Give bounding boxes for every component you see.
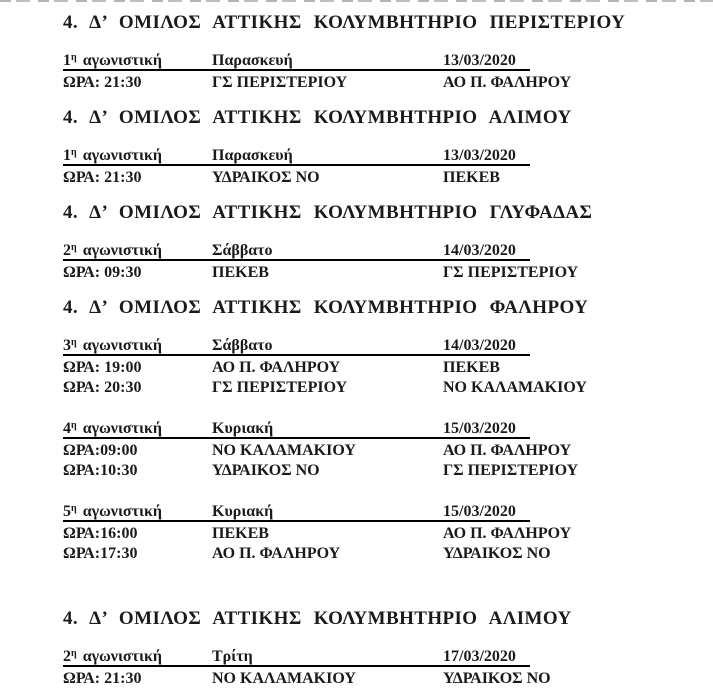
match-rows — [63, 524, 713, 564]
match-time: ΩΡΑ: 21:30 — [63, 670, 142, 687]
match-time: ΩΡΑ: 20:30 — [63, 379, 142, 396]
matchday-ordinal-superscript: η — [71, 648, 77, 659]
matchday-label: αγωνιστική — [82, 337, 162, 354]
away-team: ΠΕΚΕΒ — [443, 359, 500, 376]
away-team: ΥΔΡΑΙΚΟΣ ΝΟ — [443, 670, 551, 687]
day-of-week: Σάββατο — [212, 337, 273, 354]
away-team: ΥΔΡΑΙΚΟΣ ΝΟ — [443, 545, 551, 562]
schedule-section — [63, 203, 713, 283]
day-of-week: Κυριακή — [212, 503, 274, 520]
matchday-header-row — [63, 421, 530, 439]
matchday-cell — [63, 243, 212, 258]
away-team: ΑΟ Π. ΦΑΛΗΡΟΥ — [443, 442, 572, 459]
match-rows — [63, 358, 713, 398]
home-team: ΝΟ ΚΑΛΑΜΑΚΙΟΥ — [212, 442, 356, 459]
section-title: 4. Δ’ ΟΜΙΛΟΣ ΑΤΤΙΚΗΣ ΚΟΛΥΜΒΗΤΗΡΙΟ ΠΕΡΙΣΤΕΡΙΟΥ — [63, 12, 626, 33]
matchday-block — [63, 243, 713, 283]
match-row — [63, 263, 713, 283]
schedule-content — [63, 13, 713, 688]
match-rows — [63, 168, 713, 188]
section-title: 4. Δ’ ΟΜΙΛΟΣ ΑΤΤΙΚΗΣ ΚΟΛΥΜΒΗΤΗΡΙΟ ΦΑΛΗΡΟΥ — [63, 297, 589, 318]
match-row — [63, 544, 713, 564]
home-team: ΑΟ Π. ΦΑΛΗΡΟΥ — [212, 545, 341, 562]
matchday-number: 3 — [63, 337, 71, 354]
matchday-header-row — [63, 649, 530, 667]
match-row — [63, 461, 713, 481]
match-rows — [63, 263, 713, 283]
matchday-label: αγωνιστική — [82, 242, 162, 259]
home-team: ΝΟ ΚΑΛΑΜΑΚΙΟΥ — [212, 670, 356, 687]
matchday-cell — [63, 421, 212, 436]
match-date: 13/03/2020 — [443, 147, 516, 164]
section-title: 4. Δ’ ΟΜΙΛΟΣ ΑΤΤΙΚΗΣ ΚΟΛΥΜΒΗΤΗΡΙΟ ΑΛΙΜΟΥ — [63, 608, 572, 629]
match-row — [63, 73, 713, 93]
matchday-cell — [63, 148, 212, 163]
day-of-week: Παρασκευή — [212, 147, 293, 164]
schedule-section — [63, 108, 713, 188]
matchday-ordinal-superscript: η — [71, 242, 77, 253]
matchday-block — [63, 504, 713, 564]
match-date: 14/03/2020 — [443, 337, 516, 354]
away-team: ΑΟ Π. ΦΑΛΗΡΟΥ — [443, 525, 572, 542]
matchday-number: 2 — [63, 242, 71, 259]
away-team: ΝΟ ΚΑΛΑΜΑΚΙΟΥ — [443, 379, 587, 396]
matchday-header-row — [63, 243, 530, 261]
home-team: ΠΕΚΕΒ — [212, 525, 269, 542]
matchday-label: αγωνιστική — [82, 503, 162, 520]
matchday-header-row — [63, 504, 530, 522]
matchday-block — [63, 338, 713, 398]
home-team: ΑΟ Π. ΦΑΛΗΡΟΥ — [212, 359, 341, 376]
match-row — [63, 669, 713, 688]
matchday-number: 4 — [63, 420, 71, 437]
home-team: ΥΔΡΑΙΚΟΣ ΝΟ — [212, 462, 320, 479]
matchday-number: 1 — [63, 147, 71, 164]
matchday-number: 1 — [63, 52, 71, 69]
match-rows — [63, 73, 713, 93]
match-rows — [63, 669, 713, 688]
matchday-ordinal-superscript: η — [71, 52, 77, 63]
section-title: 4. Δ’ ΟΜΙΛΟΣ ΑΤΤΙΚΗΣ ΚΟΛΥΜΒΗΤΗΡΙΟ ΑΛΙΜΟΥ — [63, 107, 572, 128]
match-date: 15/03/2020 — [443, 420, 516, 437]
match-time: ΩΡΑ: 21:30 — [63, 74, 142, 91]
schedule-section — [63, 13, 713, 93]
home-team: ΓΣ ΠΕΡΙΣΤΕΡΙΟΥ — [212, 74, 348, 91]
home-team: ΥΔΡΑΙΚΟΣ ΝΟ — [212, 169, 320, 186]
matchday-header-row — [63, 53, 530, 71]
match-time: ΩΡΑ: 09:30 — [63, 264, 142, 281]
away-team: ΑΟ Π. ΦΑΛΗΡΟΥ — [443, 74, 572, 91]
matchday-label: αγωνιστική — [82, 420, 162, 437]
matchday-ordinal-superscript: η — [71, 337, 77, 348]
matchday-block — [63, 53, 713, 93]
matchday-header-row — [63, 148, 530, 166]
matchday-cell — [63, 504, 212, 519]
matchday-label: αγωνιστική — [82, 648, 162, 665]
match-time: ΩΡΑ: 21:30 — [63, 169, 142, 186]
day-of-week: Παρασκευή — [212, 52, 293, 69]
cutoff-text-artifact — [0, 0, 713, 2]
matchday-block — [63, 421, 713, 481]
matchday-cell — [63, 338, 212, 353]
matchday-block — [63, 148, 713, 188]
match-row — [63, 441, 713, 461]
home-team: ΠΕΚΕΒ — [212, 264, 269, 281]
match-rows — [63, 441, 713, 481]
schedule-section — [63, 298, 713, 564]
match-row — [63, 524, 713, 544]
match-row — [63, 358, 713, 378]
matchday-cell — [63, 649, 212, 664]
matchday-number: 2 — [63, 648, 71, 665]
match-time: ΩΡΑ:17:30 — [63, 545, 138, 562]
away-team: ΠΕΚΕΒ — [443, 169, 500, 186]
match-time: ΩΡΑ:16:00 — [63, 525, 138, 542]
match-date: 13/03/2020 — [443, 52, 516, 69]
matchday-ordinal-superscript: η — [71, 147, 77, 158]
matchday-cell — [63, 53, 212, 68]
away-team: ΓΣ ΠΕΡΙΣΤΕΡΙΟΥ — [443, 462, 579, 479]
matchday-block — [63, 649, 713, 688]
matchday-ordinal-superscript: η — [71, 503, 77, 514]
matchday-label: αγωνιστική — [82, 52, 162, 69]
section-title: 4. Δ’ ΟΜΙΛΟΣ ΑΤΤΙΚΗΣ ΚΟΛΥΜΒΗΤΗΡΙΟ ΓΛΥΦΑΔΑΣ — [63, 202, 593, 223]
matchday-ordinal-superscript: η — [71, 420, 77, 431]
match-date: 14/03/2020 — [443, 242, 516, 259]
match-date: 17/03/2020 — [443, 648, 516, 665]
match-row — [63, 378, 713, 398]
match-date: 15/03/2020 — [443, 503, 516, 520]
match-time: ΩΡΑ:09:00 — [63, 442, 138, 459]
matchday-label: αγωνιστική — [82, 147, 162, 164]
match-time: ΩΡΑ:10:30 — [63, 462, 138, 479]
away-team: ΓΣ ΠΕΡΙΣΤΕΡΙΟΥ — [443, 264, 579, 281]
day-of-week: Κυριακή — [212, 420, 274, 437]
day-of-week: Τρίτη — [212, 648, 253, 665]
match-row — [63, 168, 713, 188]
schedule-section — [63, 579, 713, 688]
day-of-week: Σάββατο — [212, 242, 273, 259]
match-time: ΩΡΑ: 19:00 — [63, 359, 142, 376]
home-team: ΓΣ ΠΕΡΙΣΤΕΡΙΟΥ — [212, 379, 348, 396]
matchday-header-row — [63, 338, 530, 356]
matchday-number: 5 — [63, 503, 71, 520]
